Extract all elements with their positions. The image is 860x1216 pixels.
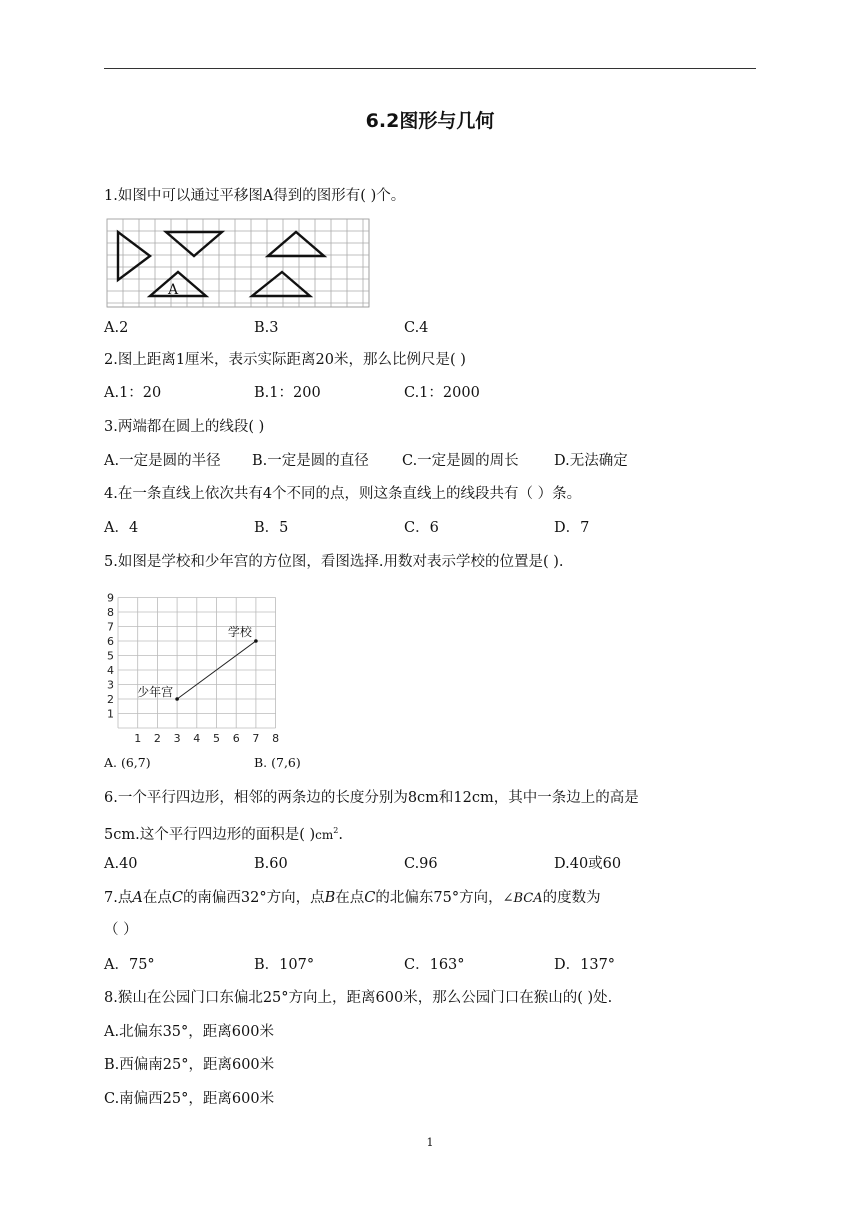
x-tick-label-3: 3: [173, 732, 181, 745]
question-2-text: 2.图上距离1厘米，表示实际距离20米，那么比例尺是( ): [104, 352, 466, 368]
header-rule: [104, 68, 756, 69]
question-6-text-line1: 6.一个平行四边形，相邻的两条边的长度分别为8cm和12cm，其中一条边上的高是: [104, 790, 639, 806]
q7-seg5: 的北偏东75°方向，: [375, 890, 503, 906]
x-tick-label-1: 1: [134, 732, 142, 745]
point-label-youth-palace: 少年宫: [137, 685, 174, 699]
q7-var-a: A: [132, 890, 143, 906]
grid-lines: [107, 219, 369, 307]
x-tick-label-4: 4: [193, 732, 201, 745]
triangle-right-bottom: [252, 272, 310, 296]
q2-option-c: C.1：2000: [404, 385, 480, 401]
q3-option-a: A.一定是圆的半径: [104, 453, 221, 469]
q7-seg3: 的南偏西32°方向，点: [182, 890, 325, 906]
q8-option-b: B.西偏南25°，距离600米: [104, 1057, 275, 1073]
question-1-text: 1.如图中可以通过平移图A得到的图形有( )个。: [104, 188, 406, 204]
q3-option-b: B.一定是圆的直径: [252, 453, 369, 469]
q7-option-c: C．163°: [404, 957, 465, 973]
coordinate-grid-chart: [100, 582, 282, 746]
q7-option-b: B．107°: [254, 957, 315, 973]
q4-option-a: A．4: [104, 520, 139, 536]
question-4-text: 4.在一条直线上依次共有4个不同的点，则这条直线上的线段共有（ ）条。: [104, 486, 582, 502]
q7-seg2: 在点: [142, 890, 172, 906]
y-tick-label-2: 2: [107, 693, 114, 706]
x-tick-label-2: 2: [153, 732, 161, 745]
y-tick-label-1: 1: [107, 707, 114, 721]
q7-option-d: D．137°: [554, 957, 616, 973]
q3-option-d: D.无法确定: [554, 453, 628, 469]
q6-unit: cm: [315, 827, 334, 842]
page-number: 1: [426, 1136, 434, 1149]
triangle-top-inverted: [166, 232, 222, 256]
x-tick-label-6: 6: [232, 732, 240, 745]
q7-seg4: 在点: [335, 890, 365, 906]
q8-option-a: A.北偏东35°，距离600米: [104, 1024, 274, 1040]
q7-var-b: B: [324, 890, 336, 906]
question-7-text-line2: （ ）: [104, 922, 138, 938]
q5-option-b: B. (7,6): [254, 755, 301, 770]
q5-option-a: A. (6,7): [104, 755, 151, 770]
y-tick-label-6: 6: [107, 635, 114, 648]
q2-option-a: A.1：20: [104, 385, 162, 401]
q4-option-c: C．6: [404, 520, 439, 536]
y-tick-label-3: 3: [107, 678, 114, 692]
q6-option-d: D.40或60: [554, 856, 622, 872]
x-tick-label-7: 7: [252, 732, 260, 745]
x-tick-label-8: 8: [272, 732, 280, 745]
question-8-text: 8.猴山在公园门口东偏北25°方向上，距离600米，那么公园门口在猴山的( )处.: [104, 990, 613, 1006]
translation-grid-figure: [106, 218, 370, 308]
question-6-text-line2: [104, 821, 343, 845]
point-youth-palace: [175, 697, 179, 701]
q6-text-main: 5cm.这个平行四边形的面积是( ): [104, 826, 316, 843]
question-5-text: 5.如图是学校和少年宫的方位图，看图选择.用数对表示学校的位置是( ).: [104, 554, 564, 570]
q4-option-b: B．5: [254, 520, 289, 536]
q7-var-c2: C: [364, 890, 376, 906]
q7-var-c: C: [171, 890, 183, 906]
point-school: [254, 639, 258, 643]
question-3-text: 3.两端都在圆上的线段( ): [104, 419, 265, 435]
q7-option-a: A．75°: [104, 957, 155, 973]
point-label-school: 学校: [227, 625, 252, 639]
y-tick-label-4: 4: [107, 664, 114, 677]
q6-option-a: A.40: [104, 856, 138, 872]
q1-option-c: C.4: [404, 320, 429, 336]
triangle-right-top: [268, 232, 324, 256]
q1-option-a: A.2: [104, 320, 129, 336]
q6-unit-sup: 2: [333, 826, 339, 835]
y-tick-label-9: 9: [107, 591, 114, 605]
q7-seg6: 的度数为: [542, 890, 601, 906]
q7-seg1: 7.点: [104, 890, 133, 906]
q2-option-b: B.1：200: [254, 385, 321, 401]
q6-text-end: .: [338, 826, 343, 843]
y-tick-label-8: 8: [107, 606, 114, 619]
q8-option-c: C.南偏西25°，距离600米: [104, 1091, 275, 1107]
q7-angle: ∠BCA: [502, 891, 543, 906]
question-7-text: [104, 888, 601, 909]
x-tick-label-5: 5: [213, 732, 220, 745]
q4-option-d: D．7: [554, 520, 590, 536]
q3-option-c: C.一定是圆的周长: [402, 453, 519, 469]
triangle-a-label: A: [168, 282, 179, 298]
q6-option-b: B.60: [254, 856, 288, 872]
y-tick-label-7: 7: [107, 620, 114, 634]
y-tick-label-5: 5: [107, 649, 114, 663]
page-title: 6.2图形与几何: [365, 110, 495, 132]
q6-option-c: C.96: [404, 856, 438, 872]
q1-option-b: B.3: [254, 320, 279, 336]
